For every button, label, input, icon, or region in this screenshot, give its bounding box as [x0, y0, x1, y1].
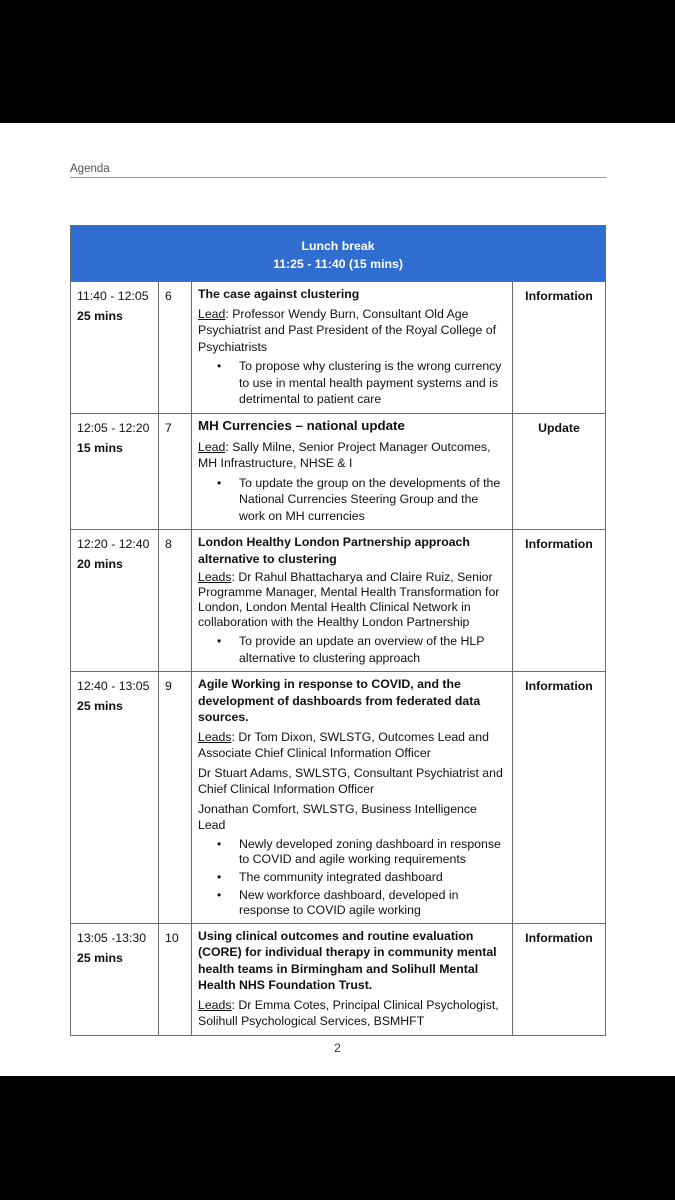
item-type: Update: [513, 413, 606, 530]
item-type: Information: [513, 282, 606, 414]
item-body: [192, 672, 513, 924]
bullet-item: • To update the group on the developments of the National Currencies Steering Group and the work on MH currencies: [198, 475, 506, 525]
lead-label: Leads: [198, 997, 232, 1012]
item-type: Information: [513, 672, 606, 924]
header-label: Agenda: [70, 163, 110, 175]
agenda-row: [71, 530, 606, 672]
time-cell: [71, 282, 159, 414]
lead-text: : Sally Milne, Senior Project Manager Outcomes, MH Infrastructure, NHSE & I: [198, 439, 491, 470]
time-cell: [71, 672, 159, 924]
bullet-item: • To propose why clustering is the wrong currency to use in mental health payment systems and is detrimental to patient care: [198, 358, 506, 408]
time-range: 12:05 - 12:20: [77, 420, 150, 435]
item-title: London Healthy London Partnership approach alternative to clustering: [198, 535, 470, 566]
item-body: [192, 923, 513, 1035]
bullet-item: • To provide an update an overview of the HLP alternative to clustering approach: [198, 633, 506, 666]
time-cell: [71, 530, 159, 672]
agenda-row: [71, 413, 606, 530]
header-rule: [70, 177, 606, 178]
item-lead-extra: Jonathan Comfort, SWLSTG, Business Intelligence Lead: [198, 801, 477, 832]
item-lead: [198, 306, 506, 356]
lead-label: Lead: [198, 306, 226, 321]
lunch-break-row: [71, 226, 606, 282]
time-range: 11:40 - 12:05: [77, 289, 149, 303]
item-title: Agile Working in response to COVID, and the development of dashboards from federated data sources.: [198, 677, 481, 724]
bullet-item: • Newly developed zoning dashboard in response to COVID and agile working requirements: [198, 837, 506, 867]
time-cell: [71, 923, 159, 1035]
item-body: [192, 282, 513, 414]
lunch-break-banner: [71, 226, 606, 282]
banner-title: Lunch break: [301, 239, 375, 253]
bullet-list: [198, 837, 506, 918]
item-title: The case against clustering: [198, 287, 360, 301]
time-range: 12:40 - 13:05: [77, 679, 150, 693]
bullet-list: [198, 633, 506, 666]
item-number: 7: [159, 413, 192, 530]
item-title: MH Currencies – national update: [198, 417, 405, 433]
lead-text: : Dr Tom Dixon, SWLSTG, Outcomes Lead and Associate Chief Clinical Information Officer: [198, 729, 489, 760]
document-page: [0, 123, 675, 1076]
lead-text: : Professor Wendy Burn, Consultant Old Age Psychiatrist and Past President of the Royal College of Psychiatrists: [198, 306, 497, 354]
item-lead: [198, 570, 506, 630]
lead-text: : Dr Emma Cotes, Principal Clinical Psychologist, Solihull Psychological Services, BSMHFT: [198, 997, 499, 1028]
banner-time: 11:25 - 11:40 (15 mins): [273, 257, 403, 271]
duration: 25 mins: [77, 309, 123, 323]
item-title: Using clinical outcomes and routine evaluation (CORE) for individual therapy in community mental health teams in Birmingham and Solihull Mental Health NHS Foundation Trust.: [198, 928, 497, 992]
lead-label: Lead: [198, 439, 226, 454]
bullet-item: • The community integrated dashboard: [198, 870, 506, 885]
item-number: 8: [159, 530, 192, 672]
lead-label: Leads: [198, 729, 232, 744]
agenda-row: [71, 282, 606, 414]
item-type: Information: [513, 923, 606, 1035]
time-range: 12:20 - 12:40: [77, 537, 150, 551]
duration: 25 mins: [77, 950, 123, 965]
item-number: 9: [159, 672, 192, 924]
time-range: 13:05 -13:30: [77, 930, 147, 945]
agenda-row: [71, 672, 606, 924]
item-lead: [198, 729, 506, 762]
item-lead-extra: Dr Stuart Adams, SWLSTG, Consultant Psychiatrist and Chief Clinical Information Officer: [198, 765, 503, 796]
item-lead: [198, 439, 506, 472]
agenda-row: [71, 923, 606, 1035]
item-number: 6: [159, 282, 192, 414]
bullet-item: • New workforce dashboard, developed in response to COVID agile working: [198, 888, 506, 918]
item-number: 10: [159, 923, 192, 1035]
bullet-list: [198, 475, 506, 525]
page-number: 2: [334, 1041, 341, 1055]
lead-label: Leads: [198, 570, 232, 584]
duration: 15 mins: [77, 440, 123, 455]
time-cell: [71, 413, 159, 530]
item-lead: [198, 997, 506, 1030]
duration: 25 mins: [77, 699, 123, 713]
lead-text: : Dr Rahul Bhattacharya and Claire Ruiz, Senior Programme Manager, Mental Health Transformation for London, London Mental Health Clinical Network in collaboration with the Healthy London Partnership: [198, 570, 500, 629]
bullet-list: [198, 358, 506, 408]
agenda-table: [70, 225, 606, 1036]
item-body: [192, 530, 513, 672]
item-body: [192, 413, 513, 530]
duration: 20 mins: [77, 557, 123, 571]
item-type: Information: [513, 530, 606, 672]
